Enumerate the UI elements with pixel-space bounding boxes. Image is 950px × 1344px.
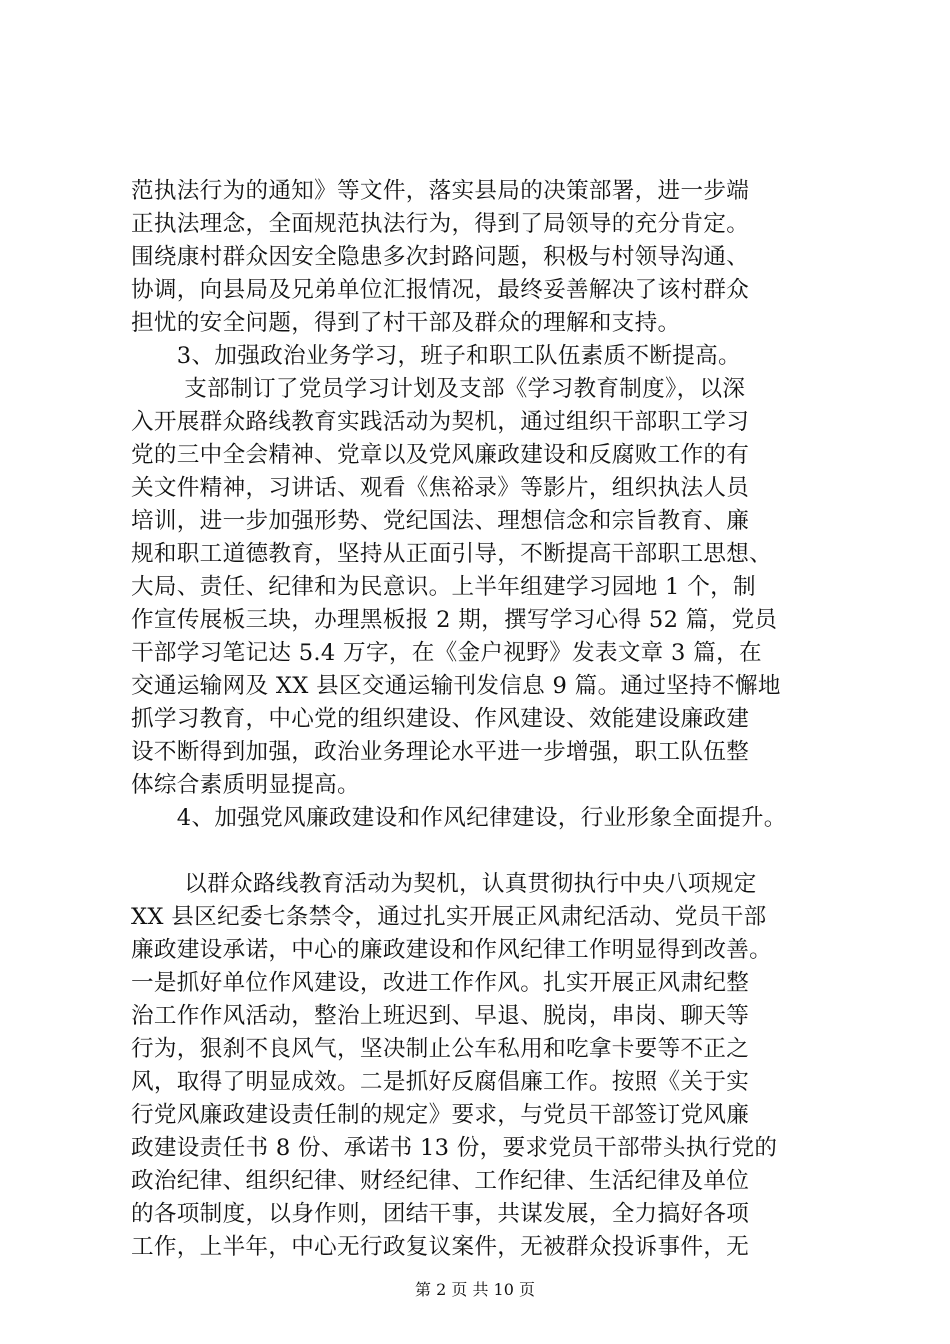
text-line: 风，取得了明显成效。二是抓好反腐倡廉工作。按照《关于实 <box>131 1069 750 1095</box>
page-footer: 第 2 页 共 10 页 <box>415 1280 535 1299</box>
text-line: 体综合素质明显提高。 <box>131 772 360 798</box>
section-heading-3: 3、加强政治业务学习，班子和职工队伍素质不断提高。 <box>131 343 741 369</box>
text-line: 范执法行为的通知》等文件，落实县局的决策部署，进一步端 <box>131 178 750 204</box>
text-line: 一是抓好单位作风建设，改进工作作风。扎实开展正风肃纪整 <box>131 970 750 996</box>
text-line: 交通运输网及 XX 县区交通运输刊发信息 9 篇。通过坚持不懈地 <box>131 673 781 699</box>
text-line: 政治纪律、组织纪律、财经纪律、工作纪律、生活纪律及单位 <box>131 1168 750 1194</box>
text-line: 工作，上半年，中心无行政复议案件，无被群众投诉事件，无 <box>131 1234 750 1260</box>
text-line: 作宣传展板三块，办理黑板报 2 期，撰写学习心得 52 篇，党员 <box>131 607 778 633</box>
text-line: 政建设责任书 8 份、承诺书 13 份，要求党员干部带头执行党的 <box>131 1135 778 1161</box>
text-line: 廉政建设承诺，中心的廉政建设和作风纪律工作明显得到改善。 <box>131 937 773 963</box>
text-line: 围绕康村群众因安全隐患多次封路问题，积极与村领导沟通、 <box>131 244 750 270</box>
text-line: 行为，狠刹不良风气，坚决制止公车私用和吃拿卡要等不正之 <box>131 1036 750 1062</box>
text-line: 行党风廉政建设责任制的规定》要求，与党员干部签订党风廉 <box>131 1102 750 1128</box>
text-line: 的各项制度，以身作则，团结干事，共谋发展，全力搞好各项 <box>131 1201 750 1227</box>
text-line: 干部学习笔记达 5.4 万字，在《金户视野》发表文章 3 篇，在 <box>131 640 762 666</box>
text-line: 支部制订了党员学习计划及支部《学习教育制度》，以深 <box>131 376 746 402</box>
text-line: 抓学习教育，中心党的组织建设、作风建设、效能建设廉政建 <box>131 706 750 732</box>
text-line: 正执法理念，全面规范执法行为，得到了局领导的充分肯定。 <box>131 211 750 237</box>
text-line: 以群众路线教育活动为契机，认真贯彻执行中央八项规定 <box>131 871 757 897</box>
text-line: 担忧的安全问题，得到了村干部及群众的理解和支持。 <box>131 310 681 336</box>
text-line: 关文件精神，习讲话、观看《焦裕录》等影片，组织执法人员 <box>131 475 750 501</box>
section-heading-4: 4、加强党风廉政建设和作风纪律建设，行业形象全面提升。 <box>131 805 787 831</box>
text-line: 协调，向县局及兄弟单位汇报情况，最终妥善解决了该村群众 <box>131 277 750 303</box>
text-line: 培训，进一步加强形势、党纪国法、理想信念和宗旨教育、廉 <box>131 508 750 534</box>
text-line: XX 县区纪委七条禁令，通过扎实开展正风肃纪活动、党员干部 <box>131 904 767 930</box>
text-line: 大局、责任、纪律和为民意识。上半年组建学习园地 1 个，制 <box>131 574 756 600</box>
text-line: 党的三中全会精神、党章以及党风廉政建设和反腐败工作的有 <box>131 442 750 468</box>
text-line: 设不断得到加强，政治业务理论水平进一步增强，职工队伍整 <box>131 739 750 765</box>
text-line: 入开展群众路线教育实践活动为契机，通过组织干部职工学习 <box>131 409 750 435</box>
text-line: 治工作作风活动，整治上班迟到、早退、脱岗，串岗、聊天等 <box>131 1003 750 1029</box>
text-line: 规和职工道德教育，坚持从正面引导，不断提高干部职工思想、 <box>131 541 773 567</box>
